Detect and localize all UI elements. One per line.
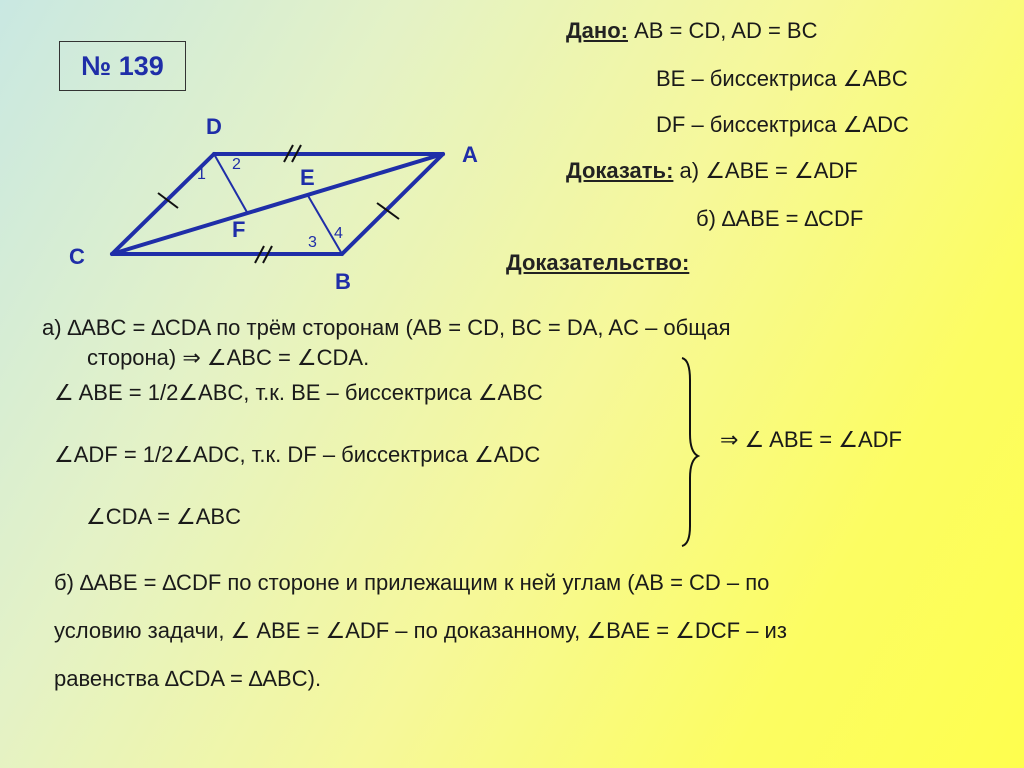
proof-b-line-1: б) ∆ABE = ∆CDF по стороне и прилежащим к ней углам (AB = CD – по [54,570,770,595]
point-label-e: E [300,165,315,190]
proof-label: Доказательство: [506,250,690,275]
proof-b-line-3: равенства ∆CDA = ∆ABC). [54,666,322,691]
proof-conclusion: ⇒ ∠ ABE = ∠ADF [720,427,902,452]
prove-line-a [566,158,858,184]
point-label-c: C [69,244,85,269]
problem-number: № 139 [81,50,164,81]
given-line-3: DF – биссектриса ∠ADC [656,112,909,137]
given-label: Дано: [566,18,628,43]
curly-brace [672,356,702,548]
point-label-a: A [462,142,478,167]
proof-a-line-2: сторона) ⇒ ∠ABC = ∠CDA. [87,345,370,370]
point-label-d: D [206,114,222,139]
bisector-df [214,154,248,214]
proof-b-line-2: условию задачи, ∠ ABE = ∠ADF – по доказанному, ∠BAE = ∠DCF – из [54,618,787,643]
proof-cda-line: ∠CDA = ∠ABC [86,504,241,529]
given-equalities: AB = CD, AD = BC [634,18,818,43]
given-line-1 [566,18,818,44]
angle-label-1: 1 [197,166,206,183]
proof-a-line-1: а) ∆ABC = ∆CDA по трём сторонам (AB = CD, BC = DA, AC – общая [42,315,731,340]
angle-label-2: 2 [232,156,241,173]
proof-adf-line: ∠ADF = 1/2∠ADC, т.к. DF – биссектриса ∠ADC [54,442,541,467]
prove-label: Доказать: [566,158,674,183]
proof-abe-line: ∠ ABE = 1/2∠ABC, т.к. BE – биссектриса ∠ABC [54,380,543,405]
point-label-f: F [232,217,246,242]
prove-statement-a: а) ∠ABE = ∠ADF [679,158,858,183]
angle-label-3: 3 [308,234,317,251]
point-label-b: B [335,269,351,294]
given-line-2: BE – биссектриса ∠ABC [656,66,908,91]
prove-statement-b: б) ∆ABE = ∆CDF [696,206,864,231]
angle-label-4: 4 [334,225,343,242]
